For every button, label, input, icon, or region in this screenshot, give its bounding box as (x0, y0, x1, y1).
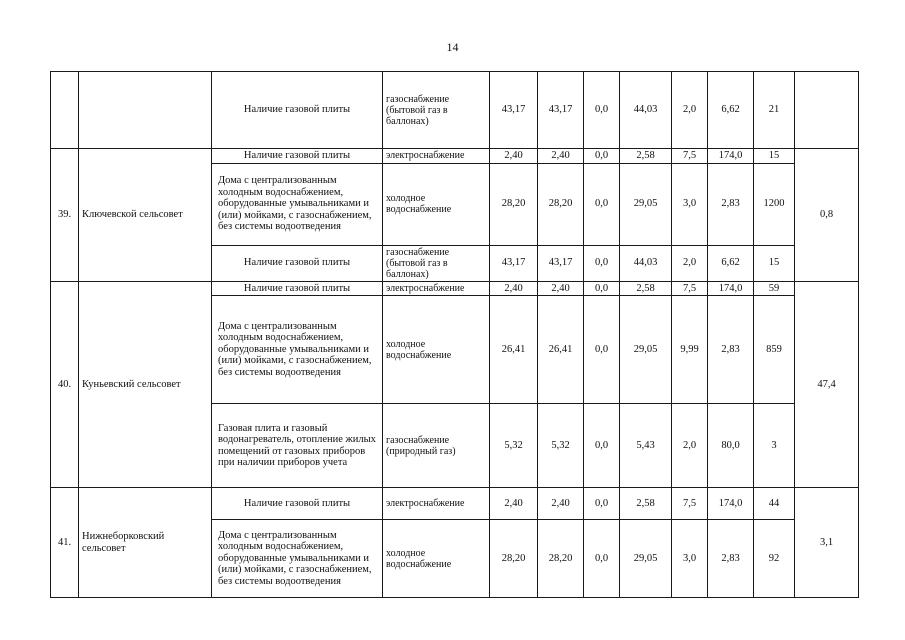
value-cell-v6: 2,83 (708, 520, 754, 598)
value-cell-v3: 0,0 (584, 281, 620, 296)
utility-resource: холодное водоснабжение (383, 163, 490, 245)
value-cell-v3: 0,0 (584, 72, 620, 149)
value-cell-v1: 28,20 (490, 520, 538, 598)
value-cell-v1: 43,17 (490, 245, 538, 281)
value-cell-v4: 29,05 (620, 296, 672, 404)
value-cell-v4: 2,58 (620, 149, 672, 164)
service-description: Дома с централизованным холодным водоснабжением, оборудованные умывальниками и (или) мойками, с газоснабжением, без системы водоотведения (212, 163, 383, 245)
value-cell-v6: 174,0 (708, 281, 754, 296)
value-cell-v2: 2,40 (538, 281, 584, 296)
value-cell-v3: 0,0 (584, 245, 620, 281)
final-value: 3,1 (795, 488, 859, 598)
table-row (51, 149, 859, 164)
value-cell-v5: 3,0 (672, 520, 708, 598)
table-row (51, 281, 859, 296)
service-description: Наличие газовой плиты (212, 281, 383, 296)
row-number: 39. (51, 149, 79, 282)
value-cell-v6: 2,83 (708, 163, 754, 245)
utility-resource: электроснабжение (383, 149, 490, 164)
utility-resource: холодное водоснабжение (383, 520, 490, 598)
value-cell-v1: 5,32 (490, 404, 538, 488)
value-cell-v7: 44 (754, 488, 795, 520)
table-body (51, 72, 859, 598)
utility-resource: газоснабжение (бытовой газ в баллонах) (383, 72, 490, 149)
value-cell-v4: 2,58 (620, 281, 672, 296)
value-cell-v7: 3 (754, 404, 795, 488)
value-cell-v5: 9,99 (672, 296, 708, 404)
value-cell-v6: 80,0 (708, 404, 754, 488)
value-cell-v6: 6,62 (708, 72, 754, 149)
value-cell-v5: 3,0 (672, 163, 708, 245)
final-value: 47,4 (795, 281, 859, 488)
value-cell-v1: 26,41 (490, 296, 538, 404)
service-description: Газовая плита и газовый водонагреватель, отопление жилых помещений от газовых приборов при наличии приборов учета (212, 404, 383, 488)
page-number: 14 (446, 40, 459, 54)
value-cell-v3: 0,0 (584, 296, 620, 404)
service-description: Дома с централизованным холодным водоснабжением, оборудованные умывальниками и (или) мойками, с газоснабжением, без системы водоотведения (212, 520, 383, 598)
value-cell-v5: 7,5 (672, 281, 708, 296)
value-cell-v4: 2,58 (620, 488, 672, 520)
value-cell-v6: 2,83 (708, 296, 754, 404)
value-cell-v1: 43,17 (490, 72, 538, 149)
value-cell-v6: 174,0 (708, 488, 754, 520)
value-cell-v6: 6,62 (708, 245, 754, 281)
value-cell-v2: 26,41 (538, 296, 584, 404)
service-description: Наличие газовой плиты (212, 149, 383, 164)
value-cell-v1: 28,20 (490, 163, 538, 245)
value-cell-v2: 28,20 (538, 520, 584, 598)
value-cell-v2: 28,20 (538, 163, 584, 245)
row-number: 41. (51, 488, 79, 598)
value-cell-v2: 5,32 (538, 404, 584, 488)
value-cell-v4: 29,05 (620, 163, 672, 245)
value-cell-v1: 2,40 (490, 488, 538, 520)
utility-resource: электроснабжение (383, 281, 490, 296)
value-cell-v4: 44,03 (620, 72, 672, 149)
table-row (51, 488, 859, 520)
settlement-name (79, 72, 212, 149)
service-description: Наличие газовой плиты (212, 72, 383, 149)
table-row (51, 72, 859, 149)
value-cell-v5: 7,5 (672, 149, 708, 164)
value-cell-v7: 59 (754, 281, 795, 296)
value-cell-v2: 43,17 (538, 72, 584, 149)
value-cell-v5: 2,0 (672, 245, 708, 281)
value-cell-v4: 44,03 (620, 245, 672, 281)
service-description: Дома с централизованным холодным водоснабжением, оборудованные умывальниками и (или) мойками, с газоснабжением, без системы водоотведения (212, 296, 383, 404)
value-cell-v1: 2,40 (490, 281, 538, 296)
value-cell-v7: 15 (754, 245, 795, 281)
value-cell-v2: 2,40 (538, 149, 584, 164)
service-description: Наличие газовой плиты (212, 245, 383, 281)
row-number (51, 72, 79, 149)
settlement-name: Ключевской сельсовет (79, 149, 212, 282)
value-cell-v3: 0,0 (584, 404, 620, 488)
value-cell-v3: 0,0 (584, 149, 620, 164)
service-description: Наличие газовой плиты (212, 488, 383, 520)
value-cell-v1: 2,40 (490, 149, 538, 164)
final-value: 0,8 (795, 149, 859, 282)
value-cell-v7: 21 (754, 72, 795, 149)
value-cell-v7: 92 (754, 520, 795, 598)
final-value (795, 72, 859, 149)
value-cell-v3: 0,0 (584, 163, 620, 245)
utility-resource: холодное водоснабжение (383, 296, 490, 404)
value-cell-v7: 1200 (754, 163, 795, 245)
settlement-name: Куньевский сельсовет (79, 281, 212, 488)
value-cell-v7: 859 (754, 296, 795, 404)
settlement-name: Нижнеборковский сельсовет (79, 488, 212, 598)
utility-resource: газоснабжение (бытовой газ в баллонах) (383, 245, 490, 281)
row-number: 40. (51, 281, 79, 488)
value-cell-v3: 0,0 (584, 488, 620, 520)
tariff-table (50, 71, 859, 598)
value-cell-v4: 29,05 (620, 520, 672, 598)
value-cell-v2: 43,17 (538, 245, 584, 281)
value-cell-v5: 2,0 (672, 72, 708, 149)
value-cell-v4: 5,43 (620, 404, 672, 488)
value-cell-v5: 2,0 (672, 404, 708, 488)
value-cell-v7: 15 (754, 149, 795, 164)
value-cell-v2: 2,40 (538, 488, 584, 520)
value-cell-v3: 0,0 (584, 520, 620, 598)
value-cell-v5: 7,5 (672, 488, 708, 520)
utility-resource: газоснабжение (природный газ) (383, 404, 490, 488)
utility-resource: электроснабжение (383, 488, 490, 520)
value-cell-v6: 174,0 (708, 149, 754, 164)
